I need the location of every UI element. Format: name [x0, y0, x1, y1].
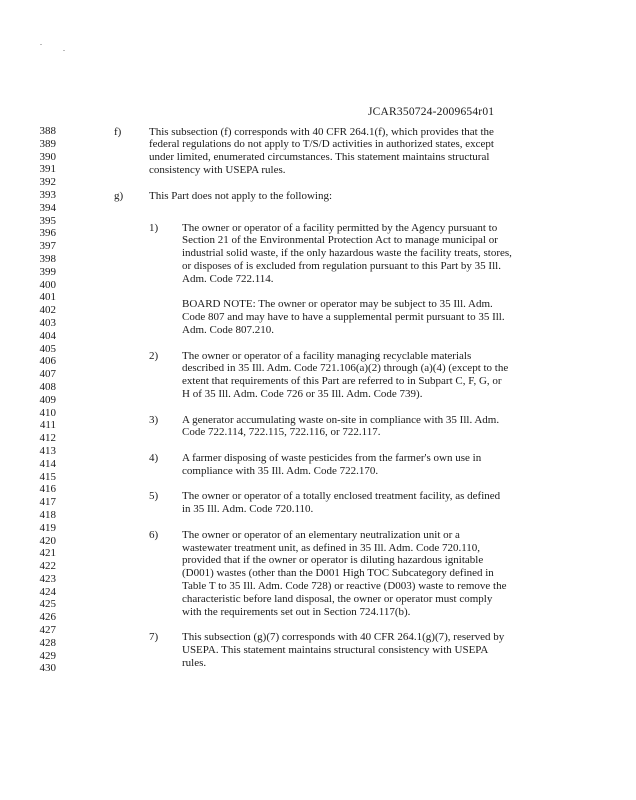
text-line: The owner or operator of a facility permitted by the Agency pursuant to [182, 221, 498, 234]
text-line: industrial solid waste, if the only hazardous waste the facility treats, stores, [182, 247, 512, 260]
item-6-label: 6) [149, 528, 159, 541]
line-number: 423 [39, 572, 56, 585]
subsection-f-text [149, 126, 494, 177]
text-line: A farmer disposing of waste pesticides from the farmer's own use in [182, 452, 482, 464]
line-number: 405 [39, 342, 56, 355]
text-line: H of 35 Ill. Adm. Code 726 or 35 Ill. Adm. Code 739). [182, 387, 423, 400]
item-6-text [182, 529, 506, 619]
line-number: 406 [39, 355, 56, 368]
text-line: provided that if the owner or operator is diluting hazardous ignitable [182, 554, 484, 567]
subsection-f-label: f) [114, 125, 122, 138]
item-5-text [182, 490, 500, 516]
line-number: 408 [39, 380, 56, 393]
text-line: Table T to 35 Ill. Adm. Code 728) or reactive (D003) waste to remove the [182, 579, 507, 592]
item-1-text [182, 222, 512, 286]
line-number: 396 [39, 227, 56, 240]
item-2-label: 2) [149, 349, 159, 362]
line-number: 427 [39, 624, 56, 637]
item-7-label: 7) [149, 631, 159, 644]
line-number: 414 [39, 457, 56, 470]
line-number: 421 [39, 547, 56, 560]
text-line: The owner or operator of an elementary neutralization unit or a [182, 528, 460, 541]
text-line: rules. [182, 656, 207, 669]
text-line: A generator accumulating waste on-site in compliance with 35 Ill. Adm. [182, 413, 500, 426]
line-number: 404 [39, 329, 56, 342]
line-number: 413 [39, 444, 56, 457]
item-3-text [182, 414, 499, 440]
line-number: 399 [39, 265, 56, 278]
text-line: wastewater treatment unit, as defined in 35 Ill. Adm. Code 720.110, [182, 541, 481, 554]
line-number: 410 [39, 406, 56, 419]
text-line: federal regulations do not apply to T/S/D activities in authorized states, except [149, 138, 494, 151]
item-7-text [182, 631, 504, 669]
text-line: Adm. Code 722.114. [182, 272, 274, 285]
text-line: The owner or operator of a totally enclosed treatment facility, as defined [182, 490, 501, 503]
line-number: 424 [39, 585, 56, 598]
line-number: 407 [39, 368, 56, 381]
line-number: 411 [39, 419, 56, 432]
scan-speck [63, 50, 65, 51]
text-line: Adm. Code 807.210. [182, 323, 274, 336]
subsection-g-text [149, 190, 332, 203]
text-line: USEPA. This statement maintains structural consistency with USEPA [182, 643, 489, 656]
line-number: 400 [39, 278, 56, 291]
text-line: This subsection (g)(7) corresponds with 40 CFR 264.1(g)(7), reserved by [182, 631, 505, 644]
text-line: BOARD NOTE: The owner or operator may be subject to 35 Ill. Adm. [182, 298, 493, 311]
line-number: 388 [39, 125, 56, 137]
item-2-text [182, 350, 508, 401]
line-number: 401 [39, 291, 56, 304]
text-line: extent that requirements of this Part are referred to in Subpart C, F, G, or [182, 375, 502, 388]
item-5-label: 5) [149, 490, 159, 503]
item-1-label: 1) [149, 221, 159, 234]
item-4-text [182, 452, 481, 478]
line-number: 422 [39, 560, 56, 573]
line-number: 402 [39, 304, 56, 317]
text-line: (D001) wastes (other than the D001 High TOC Subcategory defined in [182, 567, 494, 580]
line-numbers [30, 125, 56, 675]
line-number: 418 [39, 508, 56, 521]
text-line: Code 722.114, 722.115, 722.116, or 722.117. [182, 426, 381, 439]
line-number: 425 [39, 598, 56, 611]
line-number: 391 [39, 163, 56, 176]
line-number: 420 [39, 534, 56, 547]
line-number: 390 [39, 150, 56, 163]
line-number: 392 [39, 176, 56, 189]
line-number: 398 [39, 252, 56, 265]
text-line: characteristic before land disposal, the owner or operator must comply [182, 592, 493, 605]
line-number: 395 [39, 214, 56, 227]
line-number: 429 [39, 649, 56, 662]
text-line: with the requirements set out in Section 724.117(b). [182, 605, 411, 618]
text-line: This Part does not apply to the following: [149, 189, 333, 202]
line-number: 416 [39, 483, 56, 496]
text-line: or disposes of is excluded from regulation pursuant to this Part by 35 Ill. [182, 259, 501, 272]
line-number: 426 [39, 611, 56, 624]
line-number: 415 [39, 470, 56, 483]
text-line: consistency with USEPA rules. [149, 163, 286, 176]
document-id: JCAR350724-2009654r01 [368, 106, 495, 118]
text-line: under limited, enumerated circumstances. This statement maintains structural [149, 151, 490, 164]
text-line: Code 807 and may have to have a supplemental permit pursuant to 35 Ill. [182, 311, 505, 324]
line-number: 428 [39, 636, 56, 649]
line-number: 409 [39, 393, 56, 406]
line-number: 412 [39, 432, 56, 445]
line-number: 419 [39, 521, 56, 534]
line-number: 403 [39, 316, 56, 329]
line-number: 430 [39, 662, 56, 675]
item-3-label: 3) [149, 413, 159, 426]
subsection-g-label: g) [114, 189, 124, 202]
text-line: compliance with 35 Ill. Adm. Code 722.170. [182, 464, 379, 477]
line-number: 393 [39, 188, 56, 201]
board-note-text [182, 298, 505, 336]
text-line: described in 35 Ill. Adm. Code 721.106(a)(2) through (a)(4) (except to the [182, 362, 509, 375]
text-line: This subsection (f) corresponds with 40 CFR 264.1(f), which provides that the [149, 125, 494, 138]
item-4-label: 4) [149, 452, 159, 464]
scan-speck [40, 44, 42, 45]
text-line: The owner or operator of a facility managing recyclable materials [182, 349, 472, 362]
line-number: 394 [39, 201, 56, 214]
line-number: 397 [39, 240, 56, 253]
text-line: in 35 Ill. Adm. Code 720.110. [182, 503, 314, 516]
line-number: 389 [39, 137, 56, 150]
line-number: 417 [39, 496, 56, 509]
text-line: Section 21 of the Environmental Protection Act to manage municipal or [182, 234, 498, 247]
